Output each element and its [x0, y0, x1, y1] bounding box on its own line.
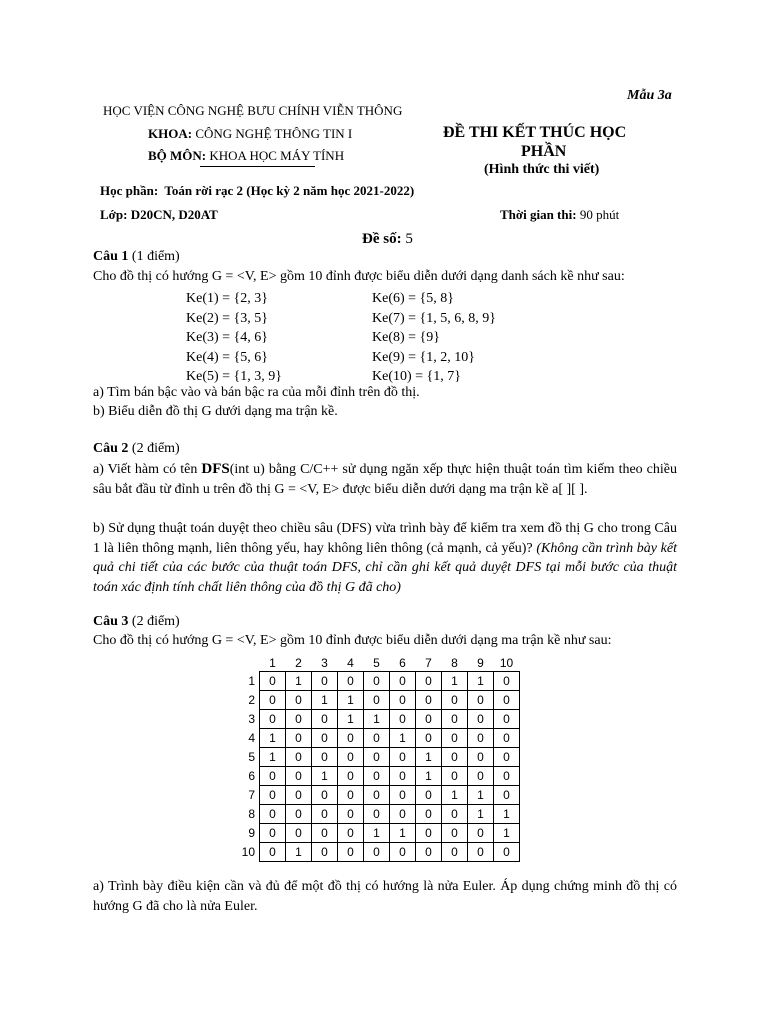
- matrix-cell: 0: [260, 767, 286, 786]
- matrix-cell: 0: [260, 710, 286, 729]
- adjacency-entry: Ke(2) = {3, 5}: [186, 310, 268, 326]
- matrix-cell: 0: [390, 710, 416, 729]
- matrix-cell: 0: [286, 824, 312, 843]
- matrix-cell: 0: [494, 691, 520, 710]
- matrix-cell: 0: [494, 843, 520, 862]
- matrix-cell: 1: [338, 710, 364, 729]
- matrix-cell: 1: [390, 824, 416, 843]
- matrix-row: [230, 710, 520, 729]
- matrix-row: [230, 672, 520, 691]
- matrix-cell: 0: [494, 748, 520, 767]
- matrix-cell: 1: [260, 729, 286, 748]
- adjacency-entry: Ke(4) = {5, 6}: [186, 349, 268, 365]
- matrix-cell: 0: [338, 824, 364, 843]
- matrix-cell: 0: [260, 786, 286, 805]
- q1-adjacency-left: [186, 289, 282, 387]
- adjacency-entry: Ke(3) = {4, 6}: [186, 330, 268, 345]
- time-line: [500, 207, 619, 223]
- q1-part-b: b) Biểu diễn đồ thị G dưới dạng ma trận kề.: [93, 404, 338, 419]
- matrix-cell: 0: [260, 805, 286, 824]
- matrix-cell: 0: [416, 729, 442, 748]
- matrix-row: [230, 748, 520, 767]
- matrix-cell: 0: [390, 843, 416, 862]
- matrix-cell: 0: [468, 729, 494, 748]
- adjacency-entry: Ke(7) = {1, 5, 6, 8, 9}: [372, 310, 496, 326]
- matrix-column-header: 6: [399, 655, 406, 670]
- matrix-row-label: 1: [248, 674, 255, 688]
- institute-name: HỌC VIỆN CÔNG NGHỆ BƯU CHÍNH VIỄN THÔNG: [103, 103, 403, 118]
- matrix-cell: 0: [364, 786, 390, 805]
- q1-points: (1 điểm): [131, 249, 180, 264]
- matrix-column-header: 5: [373, 655, 380, 670]
- matrix-row-label: 4: [248, 731, 255, 745]
- department-name: KHOA HỌC MÁY TÍNH: [209, 148, 345, 163]
- matrix-cell: 0: [442, 710, 468, 729]
- matrix-cell: 0: [338, 786, 364, 805]
- class-label: Lớp:: [100, 207, 128, 222]
- matrix-cell: 0: [416, 710, 442, 729]
- matrix-cell: 0: [468, 748, 494, 767]
- matrix-cell: 1: [260, 748, 286, 767]
- matrix-row-label: 10: [241, 845, 255, 859]
- matrix-column-header: 9: [477, 655, 484, 670]
- faculty-name: CÔNG NGHỆ THÔNG TIN I: [195, 126, 353, 141]
- matrix-cell: 0: [468, 767, 494, 786]
- q2-part-a-text: (int u) bằng C/C++ sử dụng ngăn xếp thực hiện thuật toán tìm kiếm theo chiều sâu bắt đầu từ đỉnh u trên đồ thị G = <V, E> được biểu diễn dưới dạng ma trận kề a[ ][ ].: [93, 462, 677, 497]
- form-code: Mẫu 3a: [627, 88, 672, 103]
- matrix-cell: 1: [286, 672, 312, 691]
- exam-number-label: Đề số:: [362, 231, 402, 247]
- matrix-cell: 0: [494, 672, 520, 691]
- matrix-cell: 0: [494, 786, 520, 805]
- matrix-cell: 1: [468, 786, 494, 805]
- matrix-cell: 0: [494, 767, 520, 786]
- exam-number-value: 5: [405, 231, 413, 247]
- matrix-row: [230, 843, 520, 862]
- faculty-label: KHOA:: [148, 126, 193, 141]
- matrix-cell: 0: [338, 748, 364, 767]
- matrix-header-row: [230, 654, 520, 672]
- q2-part-a: [93, 460, 677, 499]
- matrix-row: [230, 805, 520, 824]
- matrix-cell: 0: [338, 843, 364, 862]
- adjacency-entry: Ke(1) = {2, 3}: [186, 291, 268, 306]
- matrix-cell: 1: [364, 710, 390, 729]
- matrix-cell: 0: [442, 767, 468, 786]
- matrix-cell: 1: [390, 729, 416, 748]
- department-label: BỘ MÔN:: [148, 148, 207, 163]
- department-line: [148, 148, 344, 164]
- matrix-cell: 1: [416, 767, 442, 786]
- matrix-cell: 1: [468, 805, 494, 824]
- matrix-cell: 0: [390, 748, 416, 767]
- matrix-cell: 1: [338, 691, 364, 710]
- matrix-cell: 0: [260, 824, 286, 843]
- matrix-cell: 0: [416, 805, 442, 824]
- matrix-cell: 0: [390, 767, 416, 786]
- matrix-row: [230, 786, 520, 805]
- matrix-column-header: 1: [269, 655, 276, 670]
- matrix-row-label: 3: [248, 712, 255, 726]
- matrix-row: [230, 824, 520, 843]
- matrix-row: [230, 729, 520, 748]
- matrix-cell: 0: [364, 729, 390, 748]
- q2-function-name: DFS: [201, 461, 230, 477]
- matrix-cell: 0: [286, 691, 312, 710]
- q1-adjacency-right: [372, 289, 496, 387]
- matrix-cell: 0: [416, 843, 442, 862]
- q1-heading: [93, 249, 180, 265]
- course-label: Học phần:: [100, 183, 159, 198]
- matrix-cell: 0: [364, 691, 390, 710]
- adjacency-matrix: [230, 654, 520, 862]
- matrix-row-label: 2: [248, 693, 255, 707]
- q2-part-b-note: (Không cần trình bày kết quả chi tiết của các bước của thuật toán DFS, chỉ cần ghi kết quả duyệt DFS tại mỗi bước của thuật toán xác định tính chất liên thông của đồ thị G đã cho): [93, 540, 677, 595]
- matrix-cell: 0: [416, 691, 442, 710]
- matrix-cell: 1: [494, 805, 520, 824]
- matrix-cell: 0: [468, 824, 494, 843]
- adjacency-entry: Ke(8) = {9}: [372, 330, 440, 345]
- time-label: Thời gian thi:: [500, 207, 577, 222]
- matrix-column-header: 10: [499, 655, 514, 670]
- q2-heading: [93, 441, 180, 457]
- matrix-cell: 0: [442, 691, 468, 710]
- matrix-cell: 0: [364, 748, 390, 767]
- matrix-cell: 1: [442, 672, 468, 691]
- matrix-column-header: 8: [451, 655, 458, 670]
- q3-part-a: a) Trình bày điều kiện cần và đủ để một đồ thị có hướng là nửa Euler. Áp dụng chứng minh đồ thị có hướng G đã cho là nửa Euler.: [93, 879, 677, 914]
- q1-title: Câu 1: [93, 249, 129, 264]
- q2-part-a-prefix: a) Viết hàm có tên: [93, 462, 202, 477]
- matrix-cell: 0: [364, 672, 390, 691]
- matrix-cell: 0: [312, 672, 338, 691]
- matrix-cell: 0: [442, 748, 468, 767]
- q3-points: (2 điểm): [131, 614, 180, 629]
- matrix-cell: 1: [364, 824, 390, 843]
- matrix-cell: 0: [312, 748, 338, 767]
- matrix-cell: 1: [468, 672, 494, 691]
- matrix-cell: 0: [468, 710, 494, 729]
- q2-points: (2 điểm): [131, 441, 180, 456]
- matrix-cell: 0: [260, 672, 286, 691]
- matrix-cell: 0: [338, 805, 364, 824]
- exam-number: [362, 231, 413, 248]
- matrix-cell: 0: [286, 748, 312, 767]
- matrix-cell: 0: [390, 691, 416, 710]
- matrix-column-header: 3: [321, 655, 328, 670]
- matrix-cell: 0: [286, 729, 312, 748]
- matrix-cell: 0: [338, 729, 364, 748]
- class-line: [100, 207, 218, 223]
- matrix-row-label: 7: [248, 788, 255, 802]
- q2-title: Câu 2: [93, 441, 129, 456]
- exam-title-line1: ĐỀ THI KẾT THÚC HỌC: [443, 124, 627, 141]
- matrix-cell: 0: [286, 805, 312, 824]
- matrix-cell: 0: [416, 672, 442, 691]
- q1-part-a: a) Tìm bán bậc vào và bán bậc ra của mỗi đỉnh trên đồ thị.: [93, 385, 420, 400]
- matrix-row-label: 9: [248, 826, 255, 840]
- matrix-cell: 0: [364, 805, 390, 824]
- matrix-cell: 0: [312, 843, 338, 862]
- matrix-cell: 0: [312, 786, 338, 805]
- matrix-cell: 0: [312, 805, 338, 824]
- department-underline: [200, 166, 315, 167]
- adjacency-entry: Ke(5) = {1, 3, 9}: [186, 369, 282, 384]
- matrix-column-header: 7: [425, 655, 432, 670]
- class-value: D20CN, D20AT: [130, 207, 218, 222]
- matrix-cell: 0: [260, 843, 286, 862]
- exam-form: (Hình thức thi viết): [484, 162, 600, 177]
- matrix-row: [230, 767, 520, 786]
- matrix-cell: 0: [494, 710, 520, 729]
- matrix-cell: 1: [312, 691, 338, 710]
- matrix-cell: 0: [364, 843, 390, 862]
- q3-intro: Cho đồ thị có hướng G = <V, E> gồm 10 đỉnh được biểu diễn dưới dạng ma trận kề như sau:: [93, 633, 612, 648]
- faculty-line: [148, 126, 352, 142]
- matrix-cell: 0: [416, 786, 442, 805]
- matrix-cell: 0: [468, 691, 494, 710]
- q3-heading: [93, 614, 180, 630]
- adjacency-entry: Ke(6) = {5, 8}: [372, 291, 454, 306]
- q1-intro: Cho đồ thị có hướng G = <V, E> gồm 10 đỉnh được biểu diễn dưới dạng danh sách kề như sau:: [93, 269, 625, 284]
- matrix-cell: 1: [286, 843, 312, 862]
- adjacency-entry: Ke(10) = {1, 7}: [372, 369, 461, 384]
- matrix-row-label: 6: [248, 769, 255, 783]
- matrix-cell: 0: [442, 805, 468, 824]
- matrix-column-header: 2: [295, 655, 302, 670]
- matrix-cell: 0: [312, 824, 338, 843]
- matrix-cell: 1: [312, 767, 338, 786]
- matrix-cell: 0: [416, 824, 442, 843]
- matrix-corner: [230, 654, 260, 672]
- matrix-row-label: 8: [248, 807, 255, 821]
- time-value: 90 phút: [579, 207, 620, 222]
- matrix-cell: 0: [442, 843, 468, 862]
- matrix-row: [230, 691, 520, 710]
- matrix-cell: 0: [494, 729, 520, 748]
- matrix-column-header: 4: [347, 655, 354, 670]
- q2-part-b-text: b) Sử dụng thuật toán duyệt theo chiều sâu (DFS) vừa trình bày để kiểm tra xem đồ thị G cho trong Câu 1 là liên thông mạnh, liên thông yếu, hay không liên thông (cả mạnh, cả yếu)?: [93, 521, 677, 556]
- exam-title-line2: PHẦN: [521, 143, 567, 160]
- matrix-cell: 0: [286, 786, 312, 805]
- matrix-cell: 0: [338, 767, 364, 786]
- matrix-cell: 0: [390, 786, 416, 805]
- matrix-cell: 0: [312, 729, 338, 748]
- matrix-cell: 0: [286, 710, 312, 729]
- matrix-cell: 0: [390, 672, 416, 691]
- adjacency-entry: Ke(9) = {1, 2, 10}: [372, 349, 475, 365]
- matrix-cell: 0: [468, 843, 494, 862]
- course-line: [100, 183, 414, 199]
- matrix-cell: 0: [260, 691, 286, 710]
- matrix-cell: 0: [286, 767, 312, 786]
- matrix-cell: 0: [442, 729, 468, 748]
- matrix-cell: 0: [442, 824, 468, 843]
- matrix-cell: 1: [416, 748, 442, 767]
- matrix-cell: 0: [312, 710, 338, 729]
- matrix-cell: 0: [390, 805, 416, 824]
- matrix-cell: 1: [442, 786, 468, 805]
- q3-title: Câu 3: [93, 614, 129, 629]
- matrix-cell: 0: [364, 767, 390, 786]
- matrix-cell: 0: [338, 672, 364, 691]
- course-value: Toán rời rạc 2 (Học kỳ 2 năm học 2021-2022): [164, 183, 415, 198]
- matrix-cell: 1: [494, 824, 520, 843]
- matrix-row-label: 5: [248, 750, 255, 764]
- q2-part-b: [93, 519, 677, 597]
